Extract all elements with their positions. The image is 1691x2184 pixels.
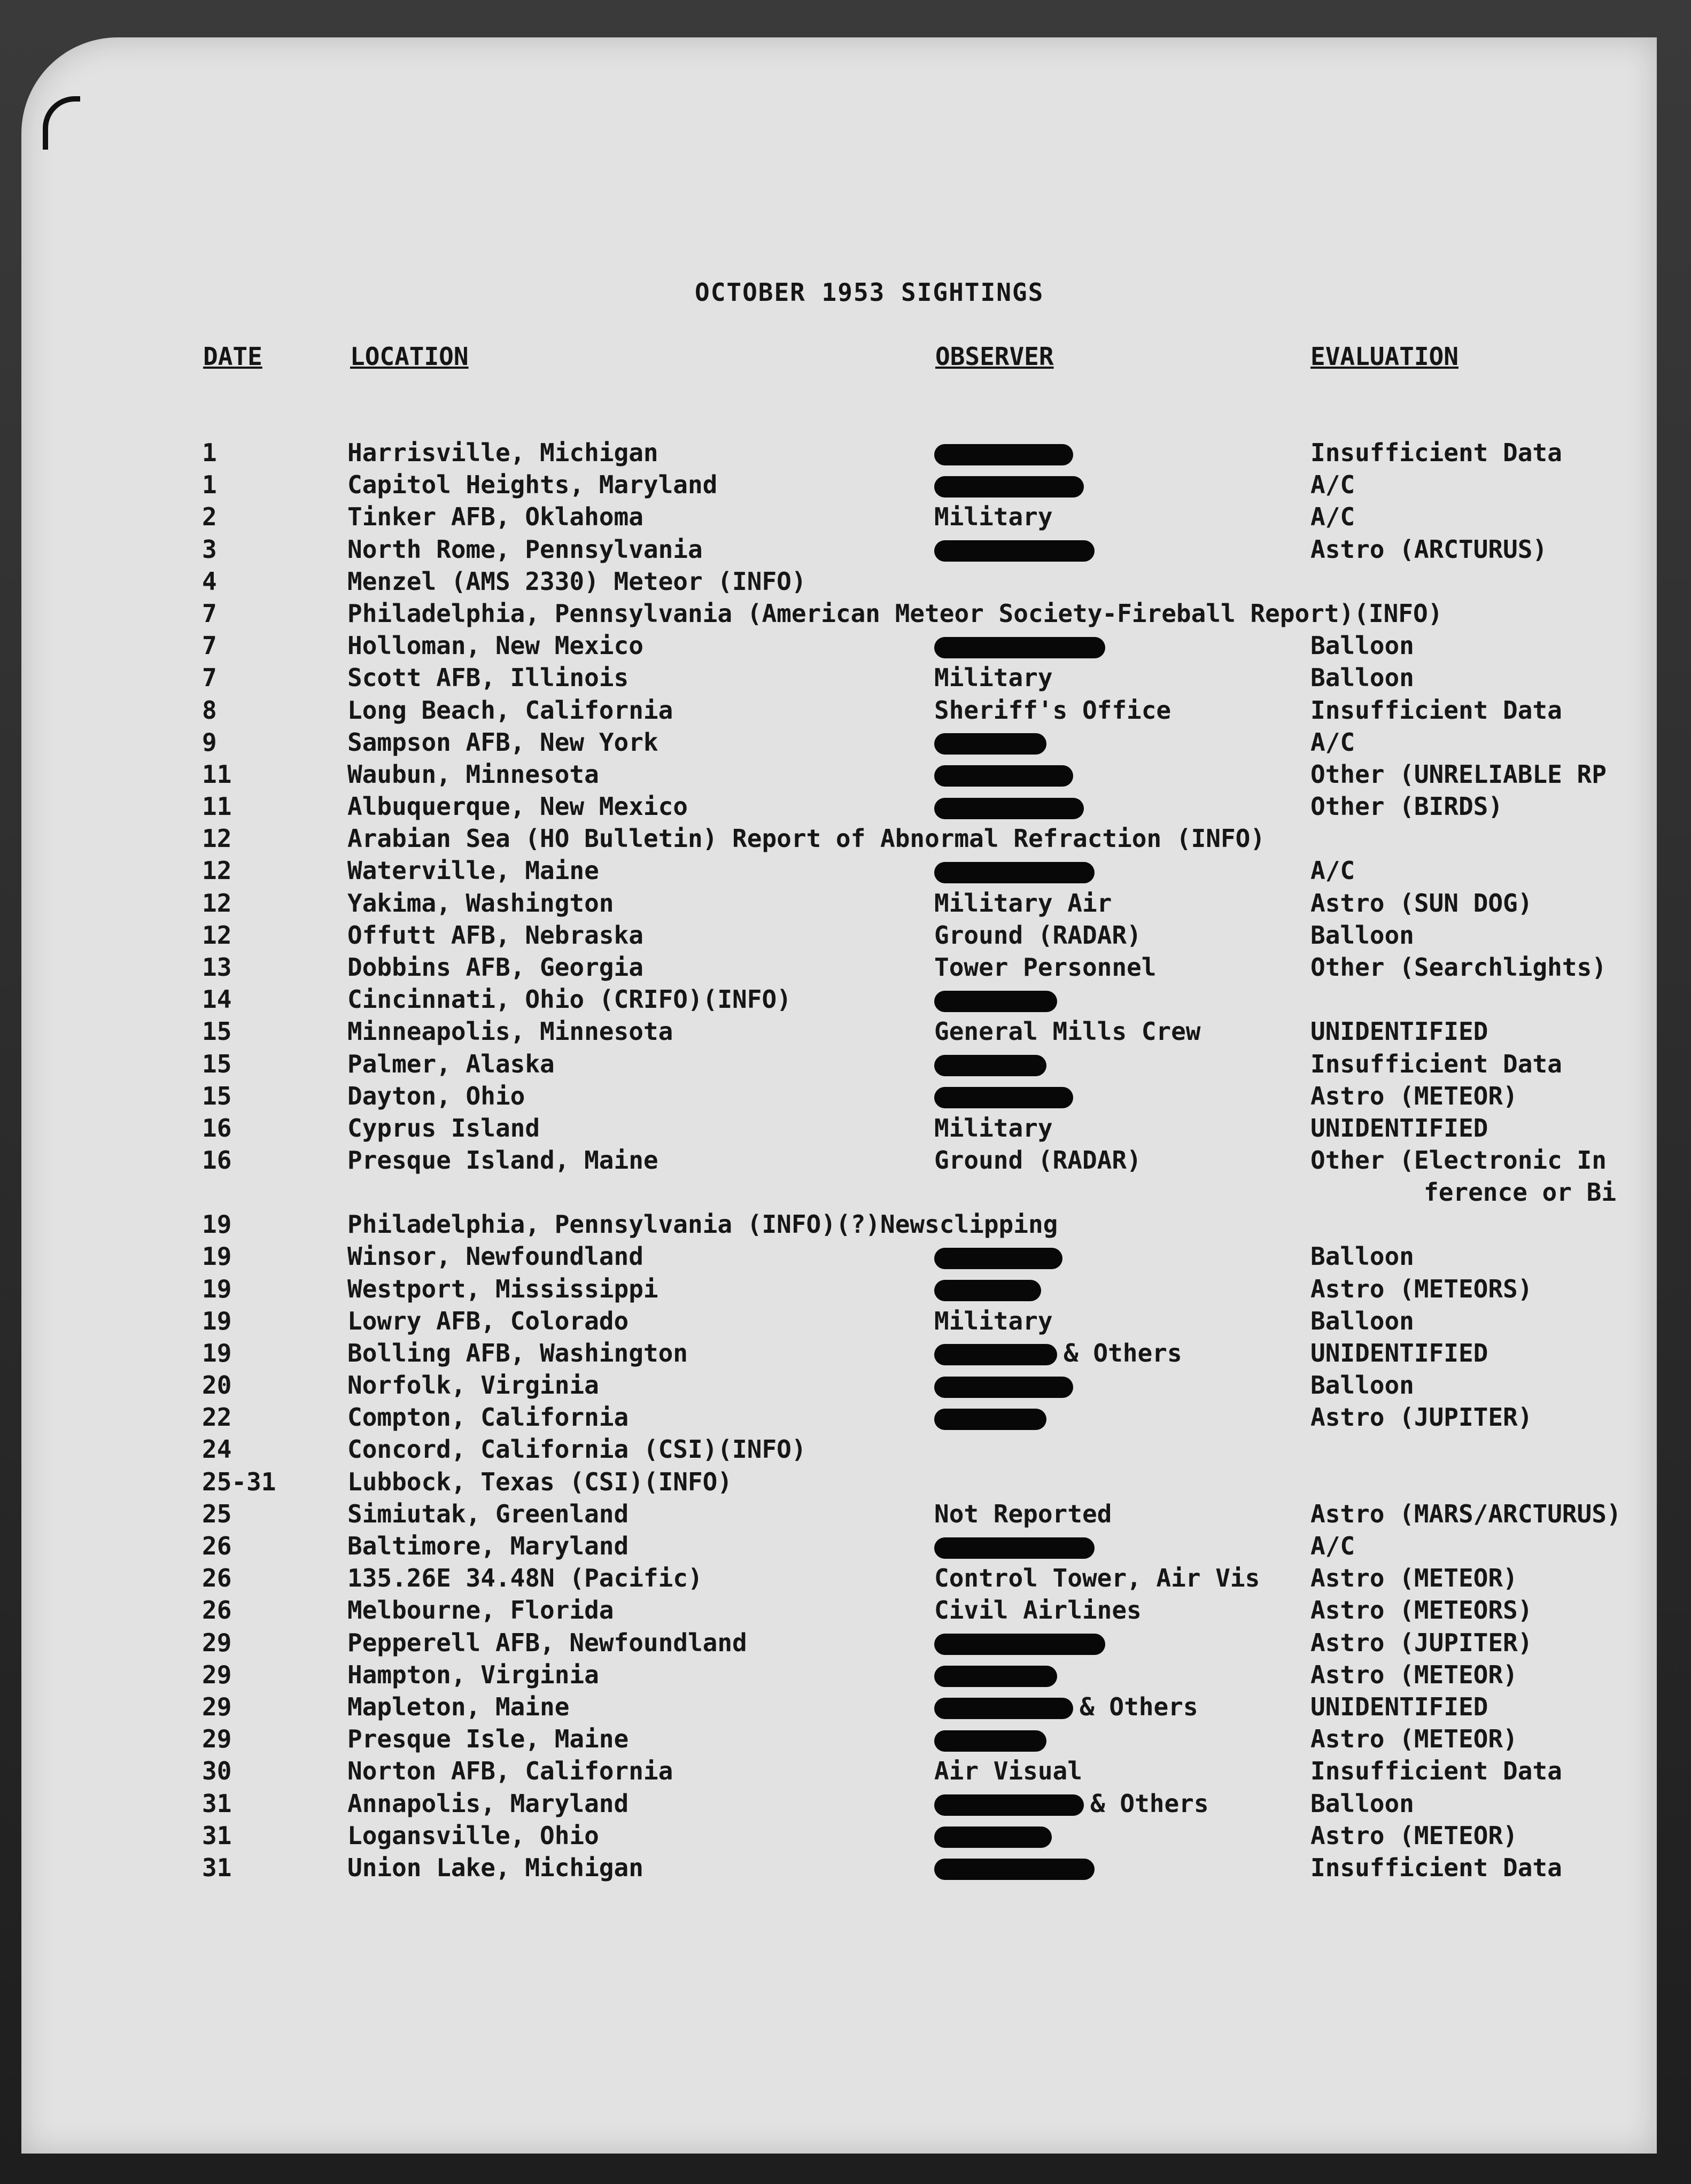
observer-cell: [934, 630, 1112, 661]
table-header: [0, 342, 1691, 379]
observer-cell: [934, 695, 1171, 726]
redaction-bar: [934, 733, 1046, 755]
redaction-bar: [934, 444, 1073, 465]
evaluation-cell: Astro (METEORS): [1310, 1274, 1533, 1303]
table-row: [0, 920, 1691, 952]
observer-cell: [934, 888, 1112, 919]
date-cell: 13: [202, 953, 232, 982]
redaction-bar: [934, 1537, 1095, 1559]
observer-cell: [934, 727, 1053, 758]
date-cell: 12: [202, 920, 232, 950]
observer-text: Military: [934, 502, 1053, 532]
location-cell: Presque Isle, Maine: [347, 1724, 629, 1754]
observer-cell: [934, 1113, 1053, 1144]
observer-cell: [934, 1723, 1053, 1754]
location-cell: Westport, Mississippi: [347, 1274, 658, 1303]
date-cell: 7: [202, 631, 217, 660]
location-cell: North Rome, Pennsylvania: [347, 534, 703, 564]
observer-cell: [934, 662, 1053, 693]
redaction-bar: [934, 1087, 1073, 1108]
evaluation-cell: Balloon: [1310, 1789, 1414, 1818]
evaluation-cell: Astro (METEORS): [1310, 1596, 1533, 1625]
date-cell: 19: [202, 1210, 232, 1239]
redaction-bar: [934, 765, 1073, 787]
date-cell: 19: [202, 1306, 232, 1335]
evaluation-cell: Astro (METEOR): [1310, 1081, 1518, 1110]
observer-text: & Others: [1090, 1789, 1209, 1818]
table-row: [0, 855, 1691, 887]
observer-text: & Others: [1080, 1692, 1198, 1721]
location-cell: Capitol Heights, Maryland: [347, 470, 718, 500]
location-cell: Lowry AFB, Colorado: [347, 1306, 629, 1335]
observer-cell: [934, 1755, 1082, 1786]
table-row: [0, 662, 1691, 694]
observer-cell: [934, 1305, 1053, 1336]
table-row: [0, 1563, 1691, 1595]
redaction-bar: [934, 637, 1105, 658]
redaction-bar: [934, 1827, 1052, 1848]
observer-text: Sheriff's Office: [934, 695, 1172, 725]
location-cell: Winsor, Newfoundland: [347, 1242, 643, 1271]
observer-cell: [934, 1273, 1048, 1304]
observer-text: Not Reported: [934, 1499, 1112, 1528]
location-cell: Bolling AFB, Washington: [347, 1338, 688, 1367]
observer-cell: [934, 1691, 1198, 1722]
location-cell: Pepperell AFB, Newfoundland: [347, 1628, 747, 1657]
table-row: [0, 984, 1691, 1016]
evaluation-cell: UNIDENTIFIED: [1310, 1692, 1488, 1721]
evaluation-cell: Balloon: [1310, 920, 1414, 950]
observer-cell: [934, 855, 1101, 886]
date-cell: 31: [202, 1853, 232, 1882]
date-cell: 19: [202, 1242, 232, 1271]
date-cell: 11: [202, 792, 232, 821]
observer-cell: [934, 1402, 1053, 1433]
location-cell: Hampton, Virginia: [347, 1660, 599, 1689]
date-cell: 9: [202, 727, 217, 757]
observer-cell: [934, 501, 1053, 532]
evaluation-cell: Insufficient Data: [1310, 1853, 1562, 1882]
table-row: [0, 823, 1691, 855]
redaction-bar: [934, 1280, 1041, 1301]
evaluation-cell: Balloon: [1310, 1242, 1414, 1271]
date-cell: 24: [202, 1435, 232, 1464]
date-cell: 20: [202, 1371, 232, 1400]
table-row: [0, 1723, 1691, 1755]
table-row: [0, 1659, 1691, 1691]
observer-cell: [934, 534, 1101, 565]
table-row: [0, 1820, 1691, 1852]
table-row: [0, 1241, 1691, 1273]
table-row: [0, 1852, 1691, 1884]
table-row: [0, 695, 1691, 727]
date-cell: 31: [202, 1789, 232, 1818]
table-row: [0, 1595, 1691, 1627]
evaluation-cell-continued: ference or Bi: [1424, 1178, 1617, 1207]
observer-cell: [934, 1563, 1260, 1594]
evaluation-cell: Other (BIRDS): [1310, 792, 1503, 821]
observer-text: Civil Airlines: [934, 1596, 1142, 1625]
redaction-bar: [934, 1698, 1073, 1719]
redaction-bar: [934, 1055, 1046, 1076]
redaction-bar: [934, 991, 1057, 1012]
redaction-bar: [934, 862, 1095, 883]
table-row: [0, 1305, 1691, 1338]
observer-text: Tower Personnel: [934, 953, 1157, 982]
location-cell: Waterville, Maine: [347, 856, 599, 885]
date-cell: 7: [202, 663, 217, 693]
date-cell: 16: [202, 1113, 232, 1142]
observer-cell: [934, 1081, 1080, 1112]
document-title: OCTOBER 1953 SIGHTINGS: [695, 278, 1044, 307]
location-cell: Melbourne, Florida: [347, 1596, 614, 1625]
evaluation-cell: Astro (JUPITER): [1310, 1403, 1533, 1432]
observer-text: & Others: [1064, 1338, 1182, 1367]
observer-text: Military: [934, 1113, 1053, 1142]
date-cell: 31: [202, 1821, 232, 1850]
date-cell: 3: [202, 534, 217, 564]
observer-cell: [934, 1820, 1058, 1851]
location-cell: Dobbins AFB, Georgia: [347, 953, 643, 982]
date-cell: 15: [202, 1049, 232, 1078]
observer-cell: [934, 984, 1064, 1015]
date-cell: 11: [202, 759, 232, 789]
evaluation-cell: A/C: [1310, 856, 1355, 885]
location-cell: Harrisville, Michigan: [347, 438, 658, 467]
redaction-bar: [934, 1377, 1073, 1398]
location-cell: Union Lake, Michigan: [347, 1853, 643, 1882]
table-row: [0, 1402, 1691, 1434]
date-cell: 2: [202, 502, 217, 532]
observer-cell: [934, 1627, 1112, 1658]
date-cell: 26: [202, 1532, 232, 1560]
observer-cell: [934, 1338, 1182, 1369]
observer-cell: [934, 1498, 1112, 1529]
redaction-bar: [934, 540, 1095, 562]
table-row: [0, 1016, 1691, 1048]
table-row: [0, 1113, 1691, 1145]
redaction-bar: [934, 1634, 1105, 1655]
table-row: [0, 1788, 1691, 1820]
table-row: [0, 1145, 1691, 1209]
observer-text: General Mills Crew: [934, 1017, 1201, 1046]
location-cell: Lubbock, Texas (CSI)(INFO): [347, 1467, 733, 1496]
location-cell: Norton AFB, California: [347, 1756, 673, 1786]
evaluation-cell: Astro (METEOR): [1310, 1660, 1518, 1689]
location-cell: Menzel (AMS 2330) Meteor (INFO): [347, 566, 806, 596]
evaluation-cell: Other (Searchlights): [1310, 953, 1607, 982]
observer-cell: [934, 1659, 1064, 1690]
observer-text: Military: [934, 663, 1053, 693]
table-row: [0, 1048, 1691, 1081]
evaluation-cell: A/C: [1310, 727, 1355, 757]
table-row: [0, 952, 1691, 984]
observer-text: Military Air: [934, 888, 1112, 918]
observer-text: Ground (RADAR): [934, 920, 1142, 950]
table-row: [0, 1498, 1691, 1530]
date-cell: 29: [202, 1724, 232, 1754]
evaluation-cell: A/C: [1310, 502, 1355, 532]
redaction-bar: [934, 798, 1084, 819]
observer-cell: [934, 759, 1080, 790]
observer-text: Ground (RADAR): [934, 1146, 1142, 1175]
location-cell: Offutt AFB, Nebraska: [347, 920, 643, 950]
observer-cell: [934, 1788, 1209, 1819]
location-cell: Tinker AFB, Oklahoma: [347, 502, 643, 532]
evaluation-cell: Astro (ARCTURUS): [1310, 534, 1548, 564]
date-cell: 4: [202, 566, 217, 596]
evaluation-cell: A/C: [1310, 470, 1355, 500]
date-cell: 12: [202, 824, 232, 853]
evaluation-cell: Astro (JUPITER): [1310, 1628, 1533, 1657]
table-row: [0, 791, 1691, 823]
evaluation-cell: Balloon: [1310, 631, 1414, 660]
date-cell: 25-31: [202, 1467, 276, 1496]
table-row: [0, 727, 1691, 759]
evaluation-cell: Balloon: [1310, 1371, 1414, 1400]
header-location: LOCATION: [350, 342, 469, 371]
location-cell: Palmer, Alaska: [347, 1049, 555, 1078]
location-cell: Philadelphia, Pennsylvania (American Meteor Society-Fireball Report)(INFO): [347, 599, 1443, 628]
location-cell: Concord, California (CSI)(INFO): [347, 1435, 806, 1464]
observer-cell: [934, 1145, 1142, 1176]
table-row: [0, 566, 1691, 598]
location-cell: Cincinnati, Ohio (CRIFO)(INFO): [347, 985, 792, 1014]
table-row: [0, 1466, 1691, 1498]
location-cell: Norfolk, Virginia: [347, 1371, 599, 1400]
redaction-bar: [934, 1666, 1057, 1687]
redaction-bar: [934, 1344, 1057, 1365]
date-cell: 19: [202, 1274, 232, 1303]
sightings-table: [0, 437, 1691, 1884]
evaluation-cell: Insufficient Data: [1310, 1049, 1562, 1078]
table-row: [0, 630, 1691, 662]
evaluation-cell: Other (Electronic In: [1310, 1146, 1607, 1175]
header-date: DATE: [203, 342, 262, 371]
location-cell: Scott AFB, Illinois: [347, 663, 629, 693]
location-cell: Yakima, Washington: [347, 888, 614, 918]
location-cell: Baltimore, Maryland: [347, 1532, 629, 1560]
table-row: [0, 1338, 1691, 1370]
date-cell: 12: [202, 856, 232, 885]
redaction-bar: [934, 1794, 1084, 1816]
date-cell: 16: [202, 1146, 232, 1175]
observer-cell: [934, 1852, 1101, 1883]
date-cell: 30: [202, 1756, 232, 1786]
table-row: [0, 759, 1691, 791]
table-row: [0, 1370, 1691, 1402]
date-cell: 8: [202, 695, 217, 725]
date-cell: 26: [202, 1564, 232, 1593]
redaction-bar: [934, 1409, 1046, 1430]
date-cell: 25: [202, 1499, 232, 1528]
date-cell: 19: [202, 1338, 232, 1367]
location-cell: Cyprus Island: [347, 1113, 540, 1142]
date-cell: 29: [202, 1628, 232, 1657]
date-cell: 12: [202, 888, 232, 918]
table-row: [0, 598, 1691, 630]
observer-text: Control Tower, Air Vis: [934, 1564, 1260, 1593]
evaluation-cell: Astro (METEOR): [1310, 1564, 1518, 1593]
table-row: [0, 534, 1691, 566]
observer-cell: [934, 1595, 1142, 1626]
observer-text: Air Visual: [934, 1756, 1082, 1786]
location-cell: Waubun, Minnesota: [347, 759, 599, 789]
evaluation-cell: Balloon: [1310, 663, 1414, 693]
date-cell: 7: [202, 599, 217, 628]
evaluation-cell: Insufficient Data: [1310, 1756, 1562, 1786]
location-cell: Philadelphia, Pennsylvania (INFO)(?)Newsclipping: [347, 1210, 1058, 1239]
date-cell: 15: [202, 1017, 232, 1046]
observer-cell: [934, 1016, 1201, 1047]
redaction-bar: [934, 1248, 1062, 1269]
table-row: [0, 501, 1691, 533]
table-row: [0, 1434, 1691, 1466]
observer-cell: [934, 1370, 1080, 1401]
date-cell: 29: [202, 1692, 232, 1721]
redaction-bar: [934, 1859, 1095, 1880]
location-cell: 135.26E 34.48N (Pacific): [347, 1564, 703, 1593]
table-row: [0, 1755, 1691, 1787]
location-cell: Presque Island, Maine: [347, 1146, 658, 1175]
location-cell: Arabian Sea (HO Bulletin) Report of Abnormal Refraction (INFO): [347, 824, 1266, 853]
date-cell: 1: [202, 438, 217, 467]
evaluation-cell: Other (UNRELIABLE RP: [1310, 759, 1607, 789]
location-cell: Sampson AFB, New York: [347, 727, 658, 757]
evaluation-cell: UNIDENTIFIED: [1310, 1113, 1488, 1142]
observer-cell: [934, 952, 1156, 983]
location-cell: Annapolis, Maryland: [347, 1789, 629, 1818]
location-cell: Dayton, Ohio: [347, 1081, 525, 1110]
observer-cell: [934, 1530, 1101, 1561]
observer-cell: [934, 1048, 1053, 1079]
evaluation-cell: Insufficient Data: [1310, 695, 1562, 725]
table-row: [0, 1209, 1691, 1241]
date-cell: 29: [202, 1660, 232, 1689]
location-cell: Holloman, New Mexico: [347, 631, 643, 660]
table-row: [0, 888, 1691, 920]
evaluation-cell: A/C: [1310, 1532, 1355, 1560]
table-row: [0, 437, 1691, 469]
evaluation-cell: Astro (METEOR): [1310, 1724, 1518, 1754]
observer-cell: [934, 791, 1090, 822]
evaluation-cell: Astro (MARS/ARCTURUS): [1310, 1499, 1622, 1528]
location-cell: Mapleton, Maine: [347, 1692, 570, 1721]
evaluation-cell: UNIDENTIFIED: [1310, 1017, 1488, 1046]
location-cell: Compton, California: [347, 1403, 629, 1432]
table-row: [0, 469, 1691, 501]
date-cell: 1: [202, 470, 217, 500]
header-evaluation: EVALUATION: [1310, 342, 1459, 371]
date-cell: 14: [202, 985, 232, 1014]
observer-cell: [934, 437, 1080, 468]
location-cell: Simiutak, Greenland: [347, 1499, 629, 1528]
location-cell: Minneapolis, Minnesota: [347, 1017, 673, 1046]
table-row: [0, 1273, 1691, 1305]
redaction-bar: [934, 476, 1084, 498]
location-cell: Long Beach, California: [347, 695, 673, 725]
date-cell: 26: [202, 1596, 232, 1625]
evaluation-cell: UNIDENTIFIED: [1310, 1338, 1488, 1367]
table-row: [0, 1627, 1691, 1659]
evaluation-cell: Balloon: [1310, 1306, 1414, 1335]
observer-cell: [934, 920, 1142, 951]
date-cell: 15: [202, 1081, 232, 1110]
date-cell: 22: [202, 1403, 232, 1432]
table-row: [0, 1530, 1691, 1563]
location-cell: Logansville, Ohio: [347, 1821, 599, 1850]
evaluation-cell: Insufficient Data: [1310, 438, 1562, 467]
observer-text: Military: [934, 1306, 1053, 1335]
header-observer: OBSERVER: [935, 342, 1054, 371]
redaction-bar: [934, 1730, 1046, 1752]
evaluation-cell: Astro (SUN DOG): [1310, 888, 1533, 918]
location-cell: Albuquerque, New Mexico: [347, 792, 688, 821]
observer-cell: [934, 469, 1090, 500]
evaluation-cell: Astro (METEOR): [1310, 1821, 1518, 1850]
table-row: [0, 1081, 1691, 1113]
observer-cell: [934, 1241, 1069, 1272]
table-row: [0, 1691, 1691, 1723]
